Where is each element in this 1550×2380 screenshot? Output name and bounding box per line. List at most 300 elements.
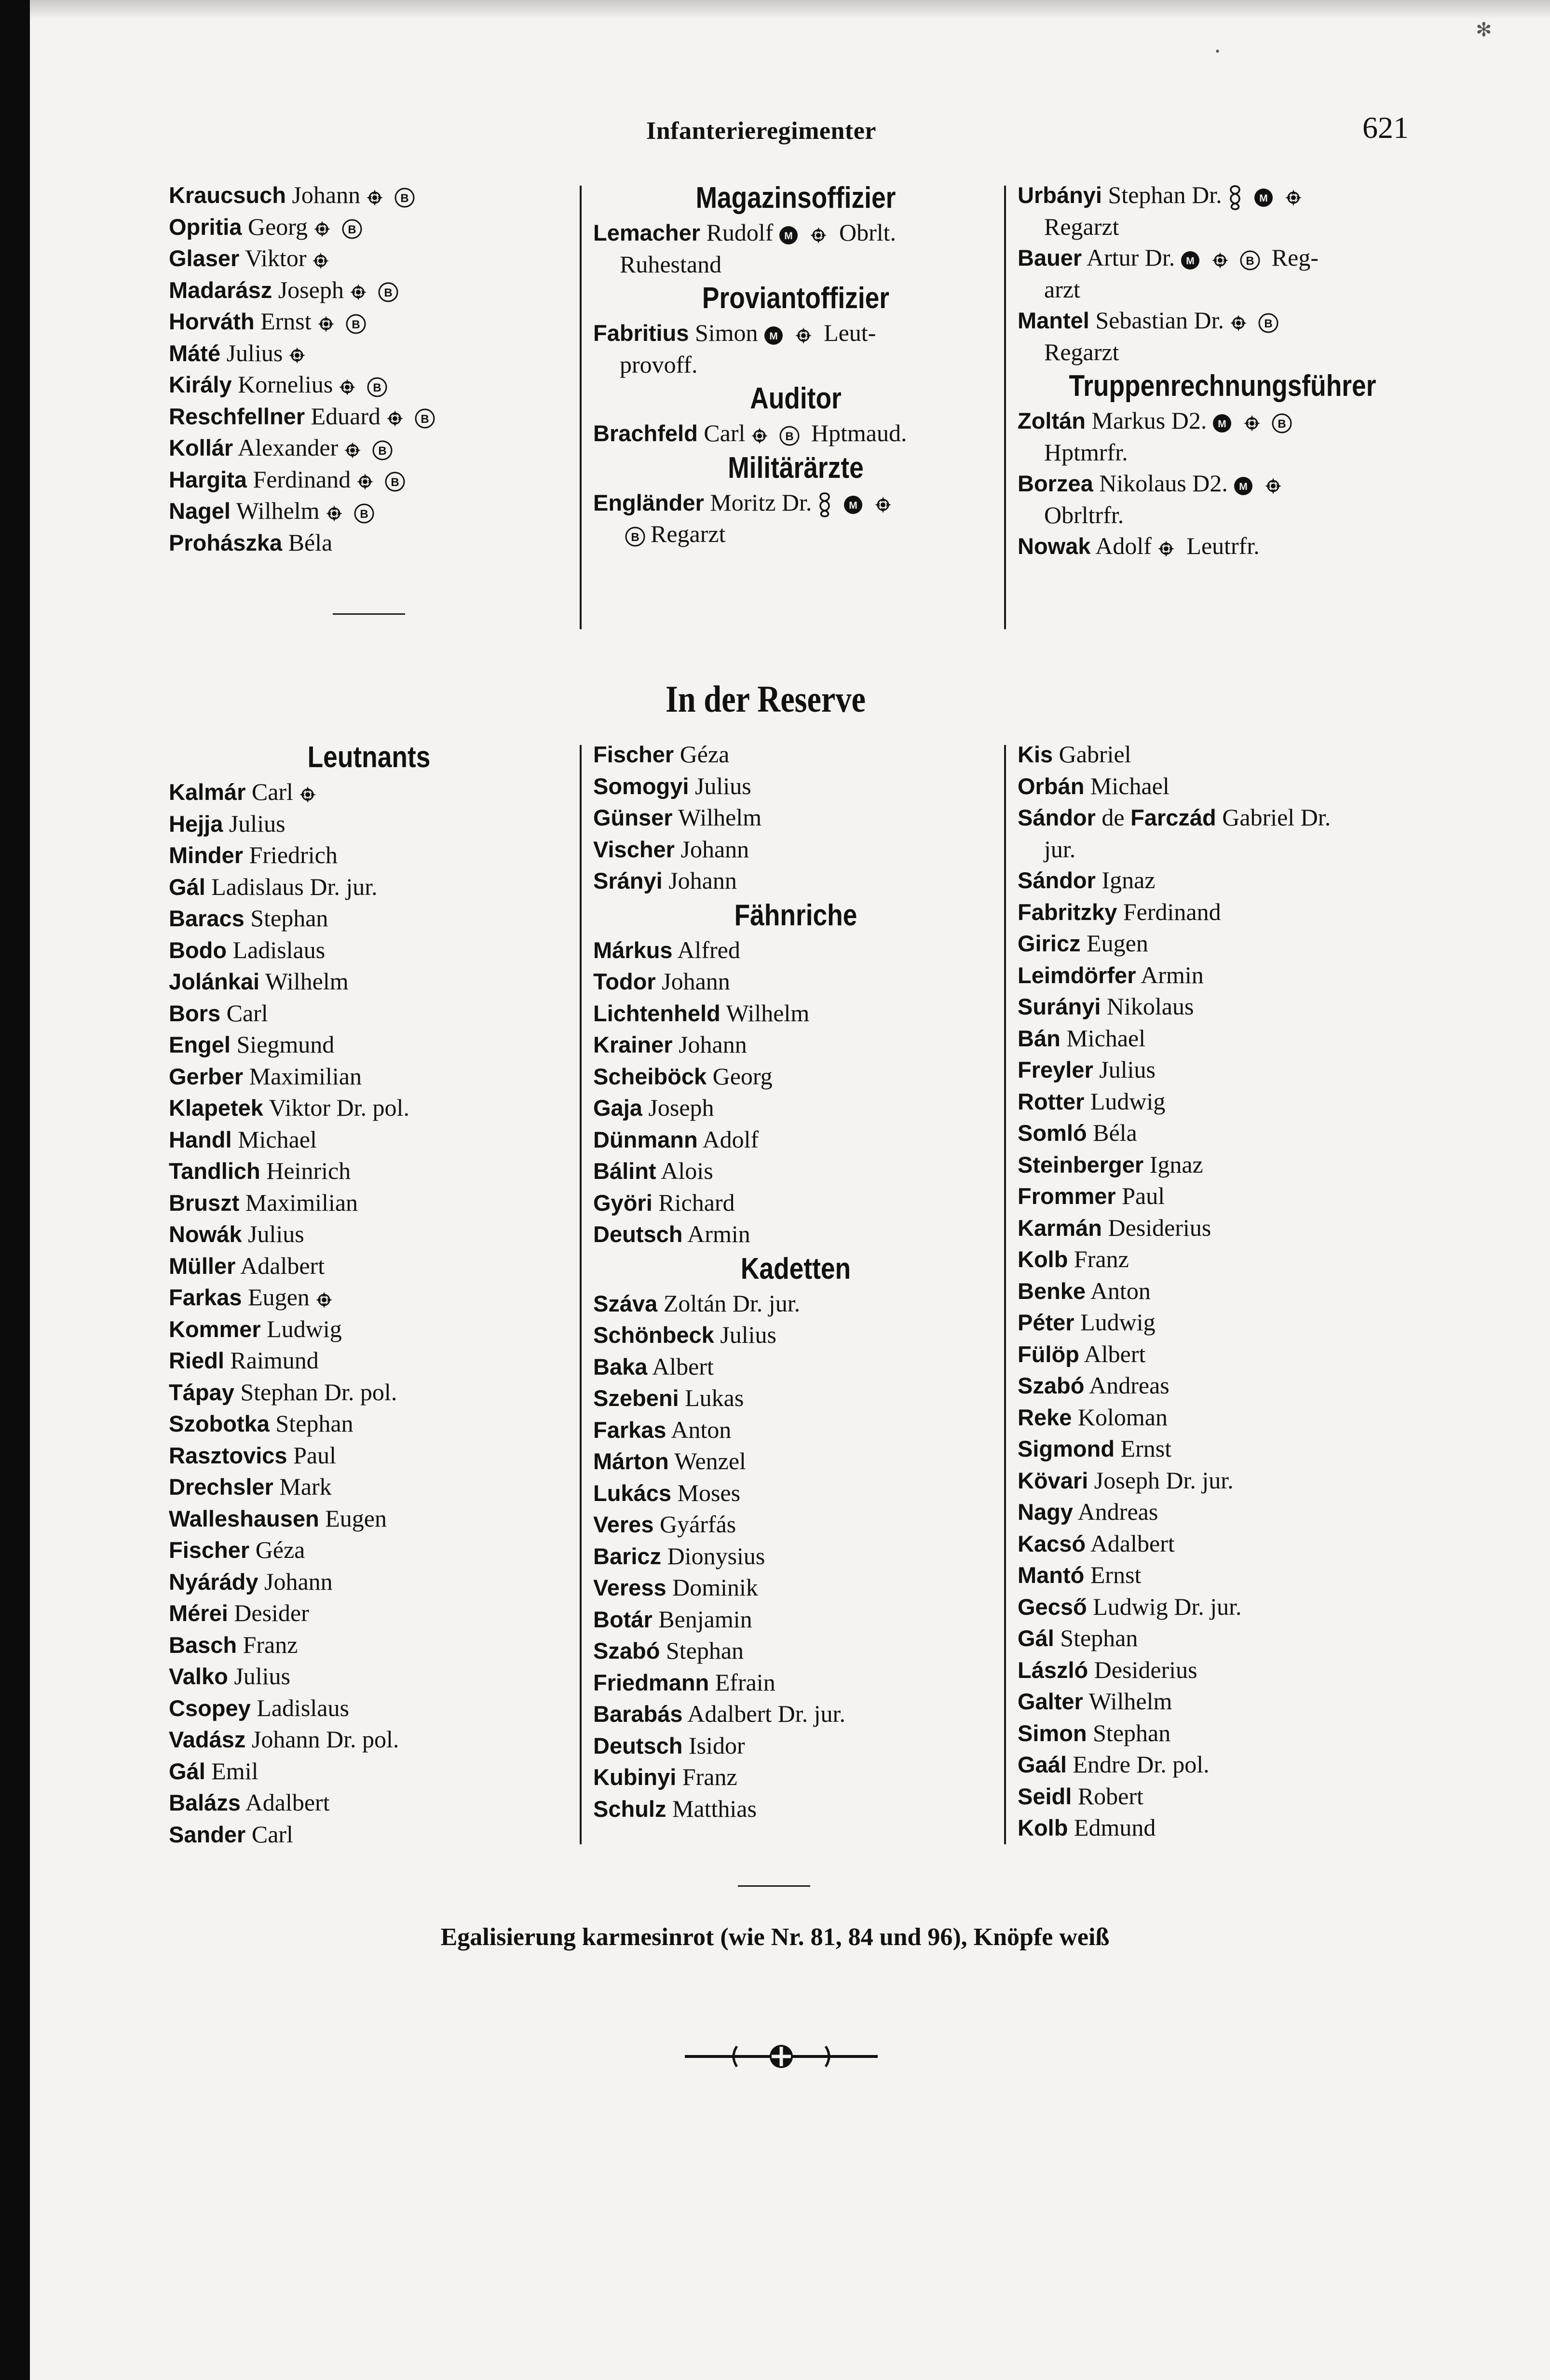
roster-entry bbox=[1018, 468, 1428, 500]
roster-entry bbox=[1018, 1402, 1428, 1433]
cross-icon bbox=[1229, 313, 1248, 333]
surname: Kolb bbox=[1018, 1815, 1068, 1840]
surname: Kubinyi bbox=[593, 1764, 677, 1790]
surname: Drechsler bbox=[169, 1474, 273, 1500]
roster-entry bbox=[169, 306, 569, 338]
rank-text: Reg- bbox=[1265, 244, 1319, 271]
given-name: Ernst bbox=[254, 308, 312, 335]
surname: Kis bbox=[1018, 742, 1053, 767]
cross-icon bbox=[1264, 476, 1283, 496]
surname: Glaser bbox=[169, 245, 240, 271]
entry-continuation bbox=[1018, 834, 1428, 865]
roster-entry bbox=[169, 338, 569, 369]
given-name: Ludwig bbox=[1074, 1309, 1156, 1336]
roster-entry bbox=[1018, 1623, 1428, 1654]
cross-icon bbox=[311, 251, 330, 270]
roster-entry bbox=[1018, 1686, 1428, 1717]
roster-entry bbox=[1018, 405, 1428, 437]
given-name: Friedrich bbox=[243, 841, 338, 868]
surname: Rasztovics bbox=[169, 1442, 287, 1468]
surname: Veres bbox=[593, 1512, 654, 1537]
surname: Vischer bbox=[593, 836, 675, 862]
surname: Bodo bbox=[169, 937, 227, 963]
surname: Kolb bbox=[1018, 1246, 1068, 1272]
entry-text: Regarzt bbox=[651, 520, 726, 548]
section-heading: Militärärzte bbox=[728, 451, 864, 485]
column-divider bbox=[580, 186, 582, 629]
ornament-icon bbox=[685, 2040, 878, 2073]
svg-text:B: B bbox=[391, 476, 399, 489]
given-name: Endre Dr. pol. bbox=[1066, 1751, 1210, 1778]
cross-icon bbox=[313, 219, 332, 239]
surname: Gál bbox=[169, 874, 205, 900]
given-name: Carl bbox=[697, 419, 746, 446]
surname: Borzea bbox=[1018, 471, 1093, 497]
roster-entry bbox=[593, 1730, 998, 1762]
given-name: Simon bbox=[689, 319, 758, 346]
aesculap-snake-icon bbox=[1227, 184, 1243, 211]
column-divider bbox=[580, 745, 582, 1844]
circled-b-icon bbox=[1258, 312, 1279, 334]
cross-icon bbox=[355, 472, 375, 491]
surname: Baka bbox=[593, 1353, 648, 1379]
given-name: Artur Dr. bbox=[1082, 244, 1175, 271]
roster-entry bbox=[1018, 1433, 1428, 1465]
roster-entry bbox=[1018, 1023, 1428, 1055]
surname: Hargita bbox=[169, 466, 247, 492]
given-name: Dominik bbox=[666, 1574, 758, 1601]
circled-m-icon bbox=[1233, 475, 1254, 497]
short-rule bbox=[333, 613, 405, 615]
given-name: Stephan Dr. bbox=[1102, 181, 1222, 208]
roster-entry bbox=[169, 1313, 569, 1345]
circled-b-icon bbox=[394, 187, 415, 208]
surname: Kalmár bbox=[169, 779, 246, 805]
roster-entry bbox=[1018, 896, 1428, 928]
cross-icon bbox=[750, 426, 769, 446]
surname: Somogyi bbox=[593, 773, 689, 799]
given-name: Paul bbox=[1115, 1182, 1165, 1209]
surname: Simon bbox=[1018, 1720, 1087, 1746]
given-name: Adolf bbox=[1090, 532, 1152, 560]
given-name: Dionysius bbox=[661, 1542, 765, 1569]
surname: Klapetek bbox=[169, 1095, 263, 1121]
roster-entry bbox=[1018, 1812, 1428, 1844]
roster-entry bbox=[169, 903, 569, 934]
roster-entry bbox=[169, 179, 569, 211]
section-heading: Kadetten bbox=[740, 1252, 851, 1285]
given-name: Armin bbox=[1136, 961, 1204, 988]
given-name: Franz bbox=[237, 1631, 298, 1658]
surname: Nowák bbox=[169, 1221, 242, 1247]
surname: Nyárády bbox=[169, 1569, 258, 1595]
surname: Minder bbox=[169, 842, 244, 868]
surname: Gecső bbox=[1018, 1594, 1087, 1620]
given-name: Ernst bbox=[1115, 1435, 1172, 1462]
roster-entry bbox=[593, 317, 998, 349]
given-name: Joseph bbox=[272, 276, 344, 303]
surname: Bruszt bbox=[169, 1190, 240, 1216]
entry-text: arzt bbox=[1044, 275, 1080, 303]
given-name: Julius bbox=[228, 1663, 291, 1690]
entry-continuation bbox=[1018, 337, 1428, 368]
entry-text: Ruhestand bbox=[620, 250, 722, 278]
surname: Mantó bbox=[1018, 1562, 1085, 1588]
roster-entry bbox=[169, 1534, 569, 1566]
roster-entry bbox=[593, 1698, 998, 1730]
surname: Szabó bbox=[593, 1638, 660, 1663]
roster-entry bbox=[169, 1440, 569, 1472]
cross-icon bbox=[287, 346, 307, 365]
roster-entry bbox=[1018, 1086, 1428, 1118]
cross-icon bbox=[314, 1290, 334, 1310]
circled-b-icon bbox=[779, 425, 800, 446]
roster-entry bbox=[593, 1572, 998, 1604]
roster-entry bbox=[169, 1377, 569, 1408]
given-name: Carl bbox=[245, 778, 293, 805]
svg-text:M: M bbox=[1186, 255, 1195, 267]
roster-entry bbox=[593, 1124, 998, 1156]
surname: Schönbeck bbox=[593, 1322, 714, 1348]
roster-entry bbox=[593, 1187, 998, 1219]
cross-icon bbox=[349, 283, 368, 302]
roster-entry bbox=[1018, 530, 1428, 562]
given-name: Béla bbox=[282, 528, 333, 556]
given-name: Stephan bbox=[269, 1410, 354, 1437]
surname: Lichtenheld bbox=[593, 1000, 721, 1026]
given-name: Alois bbox=[656, 1157, 713, 1184]
surname: Handl bbox=[169, 1126, 232, 1152]
given-name: Efrain bbox=[709, 1668, 775, 1696]
given-name: Mark bbox=[273, 1473, 332, 1500]
given-name: Alfred bbox=[672, 936, 740, 963]
surname: Steinberger bbox=[1018, 1151, 1144, 1177]
roster-entry bbox=[169, 1503, 569, 1535]
surname: Tandlich bbox=[169, 1158, 260, 1184]
svg-text:B: B bbox=[785, 430, 794, 443]
cross-icon bbox=[316, 314, 336, 334]
roster-entry bbox=[593, 771, 998, 802]
surname: Vadász bbox=[169, 1727, 246, 1752]
given-name: Nikolaus bbox=[1101, 993, 1194, 1020]
given-name: Johann bbox=[674, 835, 749, 863]
roster-entry bbox=[1018, 1781, 1428, 1812]
surname: Bors bbox=[169, 1000, 221, 1026]
cross-icon bbox=[794, 326, 813, 345]
cross-icon bbox=[1242, 414, 1262, 433]
circled-b-icon bbox=[1271, 413, 1292, 434]
roster-entry bbox=[1018, 1054, 1428, 1086]
roster-entry bbox=[169, 1661, 569, 1692]
surname: Szebeni bbox=[593, 1385, 679, 1411]
surname: Madarász bbox=[169, 277, 272, 303]
column-divider bbox=[1004, 745, 1006, 1844]
surname: Tápay bbox=[169, 1379, 234, 1405]
given-name: Johann bbox=[258, 1568, 333, 1595]
given-name: Zoltán Dr. jur. bbox=[657, 1289, 801, 1317]
roster-entry bbox=[1018, 771, 1428, 802]
roster-entry bbox=[593, 1793, 998, 1825]
given-name: Ladislaus Dr. jur. bbox=[205, 873, 378, 900]
surname: Kraucsuch bbox=[169, 182, 286, 208]
roster-entry bbox=[1018, 1370, 1428, 1402]
svg-text:B: B bbox=[348, 223, 356, 237]
surname: Mérei bbox=[169, 1600, 228, 1626]
surname: Baracs bbox=[169, 906, 245, 931]
surname: Todor bbox=[593, 969, 656, 994]
surname: Szobotka bbox=[169, 1411, 270, 1436]
entry-text: Regarzt bbox=[1044, 338, 1119, 365]
given-name: Eugen bbox=[1080, 930, 1148, 957]
entry-continuation bbox=[1018, 274, 1428, 305]
roster-entry bbox=[1018, 1307, 1428, 1339]
given-name: Emil bbox=[205, 1757, 258, 1785]
given-name: Anton bbox=[666, 1416, 732, 1443]
cross-icon bbox=[809, 226, 828, 245]
given-name: Albert bbox=[647, 1352, 714, 1380]
roster-entry bbox=[169, 1029, 569, 1061]
given-name: Ferdinand bbox=[1117, 898, 1221, 925]
roster-entry bbox=[169, 432, 569, 464]
surname: Müller bbox=[169, 1253, 236, 1279]
roster-entry bbox=[169, 369, 569, 401]
svg-text:M: M bbox=[1259, 192, 1268, 204]
roster-entry bbox=[593, 865, 998, 897]
surname: Reke bbox=[1018, 1404, 1072, 1430]
footer-note: Egalisierung karmesinrot (wie Nr. 81, 84 und 96), Knöpfe weiß bbox=[440, 1923, 1110, 1951]
roster-entry bbox=[1018, 179, 1428, 211]
surname: Opritia bbox=[169, 214, 242, 240]
entry-text: provoff. bbox=[620, 351, 698, 378]
svg-text:B: B bbox=[1264, 317, 1273, 330]
svg-text:B: B bbox=[1278, 417, 1287, 431]
given-name: Ladislaus bbox=[250, 1694, 349, 1721]
circled-b-icon bbox=[384, 471, 406, 492]
given-name: Béla bbox=[1087, 1119, 1137, 1146]
roster-entry bbox=[169, 1345, 569, 1377]
roster-entry bbox=[1018, 865, 1428, 896]
surname: Balázs bbox=[169, 1790, 241, 1815]
surname: Rotter bbox=[1018, 1088, 1085, 1114]
roster-entry bbox=[1018, 305, 1428, 337]
surname: Márton bbox=[593, 1448, 669, 1474]
given-name: Rudolf bbox=[700, 219, 774, 246]
roster-entry bbox=[593, 1155, 998, 1187]
section-heading: Magazinsoffizier bbox=[695, 181, 896, 215]
roster-entry bbox=[1018, 1180, 1428, 1212]
roster-entry bbox=[1018, 802, 1428, 834]
surname: Walleshausen bbox=[169, 1505, 319, 1531]
given-name: Kornelius bbox=[231, 371, 333, 398]
given-name: Johann Dr. pol. bbox=[245, 1726, 399, 1753]
surname: Máté bbox=[169, 340, 221, 366]
given-name: Carl bbox=[220, 999, 268, 1027]
surname: Szabó bbox=[1018, 1373, 1085, 1398]
roster-entry bbox=[1018, 1149, 1428, 1181]
surname: Frommer bbox=[1018, 1183, 1116, 1209]
given-name: Wilhelm bbox=[259, 968, 349, 995]
circled-m-icon bbox=[778, 225, 799, 246]
section-heading: Auditor bbox=[750, 382, 842, 415]
given-name: Isidor bbox=[682, 1731, 745, 1759]
roster-entry bbox=[1018, 739, 1428, 771]
given-name: Adalbert bbox=[240, 1789, 330, 1816]
circled-m-icon bbox=[1253, 187, 1274, 208]
surname: Krainer bbox=[593, 1032, 673, 1057]
roster-entry bbox=[1018, 1749, 1428, 1781]
column-2-top bbox=[593, 179, 998, 550]
surname: Deutsch bbox=[593, 1732, 683, 1758]
entry-continuation bbox=[593, 518, 998, 550]
rank-text: Leutrfr. bbox=[1180, 532, 1260, 560]
surname: Reschfellner bbox=[169, 403, 305, 429]
given-name: Adolf bbox=[697, 1125, 759, 1153]
surname: Valko bbox=[169, 1663, 228, 1689]
given-name: Gabriel Dr. bbox=[1216, 804, 1331, 831]
surname: Kacsó bbox=[1018, 1530, 1086, 1556]
column-1-bottom bbox=[169, 739, 569, 1850]
roster-entry bbox=[169, 464, 569, 496]
given-name: Stephan bbox=[660, 1637, 744, 1664]
given-name: Georg bbox=[242, 213, 308, 240]
surname: Fülöp bbox=[1018, 1341, 1079, 1367]
roster-entry bbox=[169, 243, 569, 274]
surname: Leimdörfer bbox=[1018, 962, 1136, 988]
section-heading: Proviantoffizier bbox=[702, 282, 890, 315]
given-name: Eugen bbox=[319, 1504, 387, 1532]
surname: Somló bbox=[1018, 1120, 1087, 1146]
roster-entry bbox=[169, 934, 569, 966]
roster-entry bbox=[169, 1471, 569, 1503]
given-name: Julius bbox=[220, 339, 283, 366]
surname: Nagy bbox=[1018, 1499, 1073, 1525]
column-2-bottom bbox=[593, 739, 998, 1825]
roster-entry bbox=[593, 1604, 998, 1636]
roster-entry bbox=[593, 998, 998, 1029]
given-name: Johann bbox=[655, 968, 730, 995]
given-name: Raimund bbox=[224, 1347, 319, 1374]
roster-entry bbox=[169, 1155, 569, 1187]
surname: Riedl bbox=[169, 1348, 224, 1373]
cross-icon bbox=[298, 785, 317, 804]
given-name: Ignaz bbox=[1095, 866, 1156, 893]
roster-entry bbox=[169, 1819, 569, 1851]
cross-icon bbox=[325, 504, 344, 523]
surname: Benke bbox=[1018, 1278, 1086, 1304]
roster-entry bbox=[169, 1692, 569, 1724]
svg-text:B: B bbox=[373, 381, 382, 394]
roster-entry bbox=[169, 1756, 569, 1787]
given-name: Koloman bbox=[1072, 1403, 1168, 1431]
section-heading: Fähnriche bbox=[734, 898, 857, 932]
rank-text: Obrlt. bbox=[833, 219, 897, 246]
roster-entry bbox=[169, 1218, 569, 1250]
given-name: Joseph Dr. jur. bbox=[1088, 1466, 1234, 1494]
column-divider bbox=[1004, 186, 1006, 629]
roster-entry bbox=[1018, 960, 1428, 991]
surname: Hejja bbox=[169, 811, 223, 837]
given-name: Julius bbox=[223, 810, 286, 837]
roster-entry bbox=[1018, 1244, 1428, 1275]
roster-entry bbox=[593, 1092, 998, 1124]
given-name: Edmund bbox=[1068, 1814, 1156, 1841]
given-name: Wilhelm bbox=[720, 999, 810, 1027]
circled-b-icon bbox=[341, 218, 363, 240]
surname: Király bbox=[169, 372, 232, 397]
given-name: Ernst bbox=[1084, 1561, 1142, 1588]
surname: Gaál bbox=[1018, 1752, 1067, 1777]
roster-entry bbox=[1018, 1117, 1428, 1149]
given-name: Julius bbox=[689, 772, 751, 799]
given-name: Lukas bbox=[679, 1384, 744, 1411]
svg-text:B: B bbox=[378, 444, 387, 458]
roster-entry bbox=[169, 808, 569, 840]
roster-entry bbox=[593, 1541, 998, 1572]
roster-entry bbox=[169, 1124, 569, 1156]
entry-text: jur. bbox=[1044, 835, 1076, 863]
roster-entry bbox=[169, 1408, 569, 1440]
given-name: Eduard bbox=[305, 402, 381, 430]
surname: Freyler bbox=[1018, 1057, 1093, 1082]
section-heading: Truppenrechnungsführer bbox=[1069, 369, 1376, 403]
surname: László bbox=[1018, 1657, 1088, 1683]
given-name: Heinrich bbox=[260, 1157, 351, 1184]
surname: Nagel bbox=[169, 498, 231, 524]
surname: Kollár bbox=[169, 435, 233, 460]
surname: Barabás bbox=[593, 1701, 683, 1727]
given-name: Michael bbox=[231, 1125, 317, 1153]
given-name: Desider bbox=[228, 1599, 309, 1626]
roster-entry bbox=[169, 1629, 569, 1661]
svg-text:M: M bbox=[1239, 481, 1248, 492]
circled-m-icon bbox=[1211, 413, 1233, 434]
surname: Gaja bbox=[593, 1095, 642, 1121]
given-name: Stephan bbox=[1054, 1624, 1138, 1651]
surname: Gerber bbox=[169, 1063, 244, 1089]
cross-icon bbox=[343, 441, 362, 460]
roster-entry bbox=[169, 1061, 569, 1093]
circled-b-icon bbox=[378, 282, 399, 303]
surname: Farkas bbox=[593, 1417, 666, 1443]
surname: Sándor bbox=[1018, 805, 1096, 830]
roster-entry bbox=[169, 966, 569, 998]
roster-entry bbox=[1018, 1654, 1428, 1686]
roster-entry bbox=[169, 1187, 569, 1219]
given-name: Franz bbox=[1068, 1245, 1129, 1272]
surname: Deutsch bbox=[593, 1221, 683, 1247]
page-number: 621 bbox=[1362, 110, 1409, 145]
entry-text: Obrltrfr. bbox=[1044, 501, 1124, 528]
surname: Sigmond bbox=[1018, 1436, 1115, 1461]
circled-m-icon bbox=[763, 325, 784, 346]
surname: Engländer bbox=[593, 489, 704, 515]
surname: Orbán bbox=[1018, 773, 1085, 799]
given-name: Paul bbox=[287, 1441, 336, 1469]
circled-b-icon bbox=[1239, 250, 1261, 271]
given-name: Siegmund bbox=[230, 1031, 335, 1058]
surname: Bauer bbox=[1018, 245, 1082, 271]
aesculap-snake-icon bbox=[816, 491, 833, 518]
roster-entry bbox=[169, 1787, 569, 1819]
circled-b-icon bbox=[345, 313, 367, 335]
roster-entry bbox=[593, 1635, 998, 1667]
entry-text: Regarzt bbox=[1044, 213, 1119, 240]
given-name: Adalbert bbox=[1086, 1529, 1175, 1557]
given-name: Desiderius bbox=[1102, 1214, 1211, 1241]
roster-entry bbox=[1018, 928, 1428, 960]
roster-entry bbox=[593, 487, 998, 519]
roster-entry bbox=[593, 966, 998, 998]
